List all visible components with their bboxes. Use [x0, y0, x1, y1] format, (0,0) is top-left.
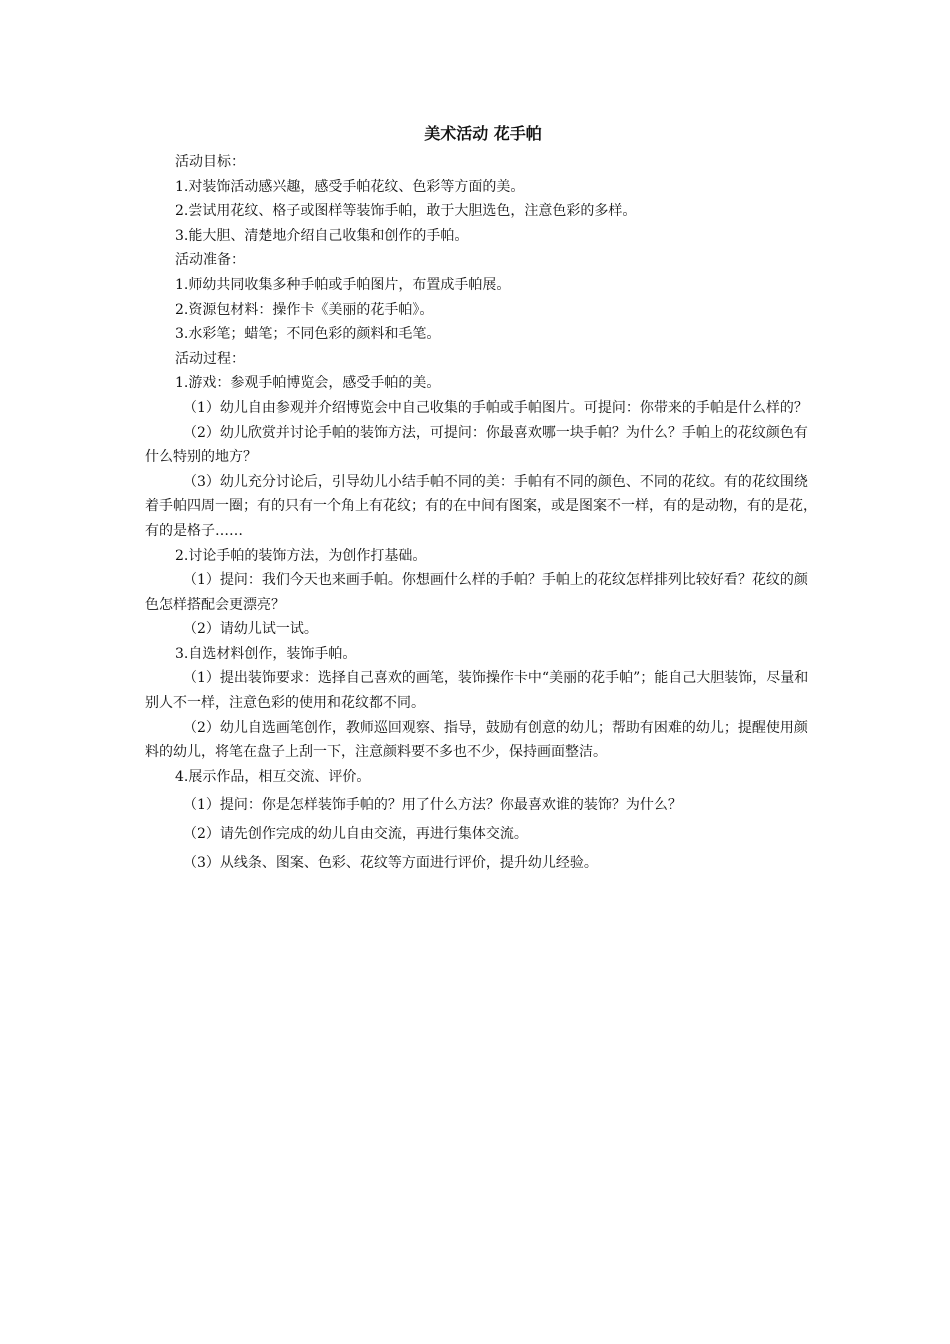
- goal-item: 2.尝试用花纹、格子或图样等装饰手帕，敢于大胆选色，注意色彩的多样。: [175, 203, 637, 220]
- step-title: 4.展示作品，相互交流、评价。: [175, 768, 371, 785]
- step-title: 2.讨论手帕的装饰方法，为创作打基础。: [175, 547, 427, 564]
- goal-item: 3.能大胆、清楚地介绍自己收集和创作的手帕。: [175, 227, 469, 244]
- prep-heading: 活动准备：: [175, 252, 245, 269]
- step-item: （3）幼儿充分讨论后，引导幼儿小结手帕不同的美：手帕有不同的颜色、不同的花纹。有的花纹围绕着手帕四周一圈；有的只有一个角上有花纹；有的在中间有图案，或是图案不一样，有的是动物，有的是花，有的是格子……: [145, 473, 817, 539]
- step-item: （1）提问：你是怎样装饰手帕的？用了什么方法？你最喜欢谁的装饰？为什么？: [183, 797, 682, 814]
- step-item: （2）幼儿自选画笔创作，教师巡回观察、指导，鼓励有创意的幼儿；帮助有困难的幼儿；提醒使用颜料的幼儿，将笔在盘子上刮一下，注意颜料要不多也不少，保持画面整洁。: [145, 719, 808, 761]
- step-item: （1）提出装饰要求：选择自己喜欢的画笔，装饰操作卡中“美丽的花手帕”；能自己大胆装饰，尽量和别人不一样，注意色彩的使用和花纹都不同。: [145, 670, 809, 712]
- process-heading: 活动过程：: [175, 350, 245, 367]
- step-item: （2）幼儿欣赏并讨论手帕的装饰方法，可提问：你最喜欢哪一块手帕？为什么？手帕上的花纹颜色有什么特别的地方？: [145, 424, 808, 466]
- step-item: （1）幼儿自由参观并介绍博览会中自己收集的手帕或手帕图片。可提问：你带来的手帕是什么样的？: [183, 399, 808, 416]
- prep-item: 2.资源包材料：操作卡《美丽的花手帕》。: [175, 301, 434, 318]
- document-title: 美术活动 花手帕: [424, 124, 542, 143]
- step-item: （2）请先创作完成的幼儿自由交流，再进行集体交流。: [183, 826, 528, 843]
- step-item: （1）提问：我们今天也来画手帕。你想画什么样的手帕？手帕上的花纹怎样排列比较好看？花纹的颜色怎样搭配会更漂亮？: [145, 572, 808, 613]
- prep-item: 1.师幼共同收集多种手帕或手帕图片，布置成手帕展。: [175, 276, 511, 293]
- step-item: （3）从线条、图案、色彩、花纹等方面进行评价，提升幼儿经验。: [183, 854, 598, 871]
- goals-heading: 活动目标：: [175, 154, 245, 170]
- step-item: （2）请幼儿试一试。: [183, 621, 318, 638]
- prep-item: 3.水彩笔；蜡笔；不同色彩的颜料和毛笔。: [175, 326, 441, 343]
- goal-item: 1.对装饰活动感兴趣，感受手帕花纹、色彩等方面的美。: [175, 178, 525, 195]
- step-title: 3.自选材料创作，装饰手帕。: [175, 645, 357, 662]
- step-title: 1.游戏：参观手帕博览会，感受手帕的美。: [175, 375, 441, 392]
- document-page: [145, 122, 821, 875]
